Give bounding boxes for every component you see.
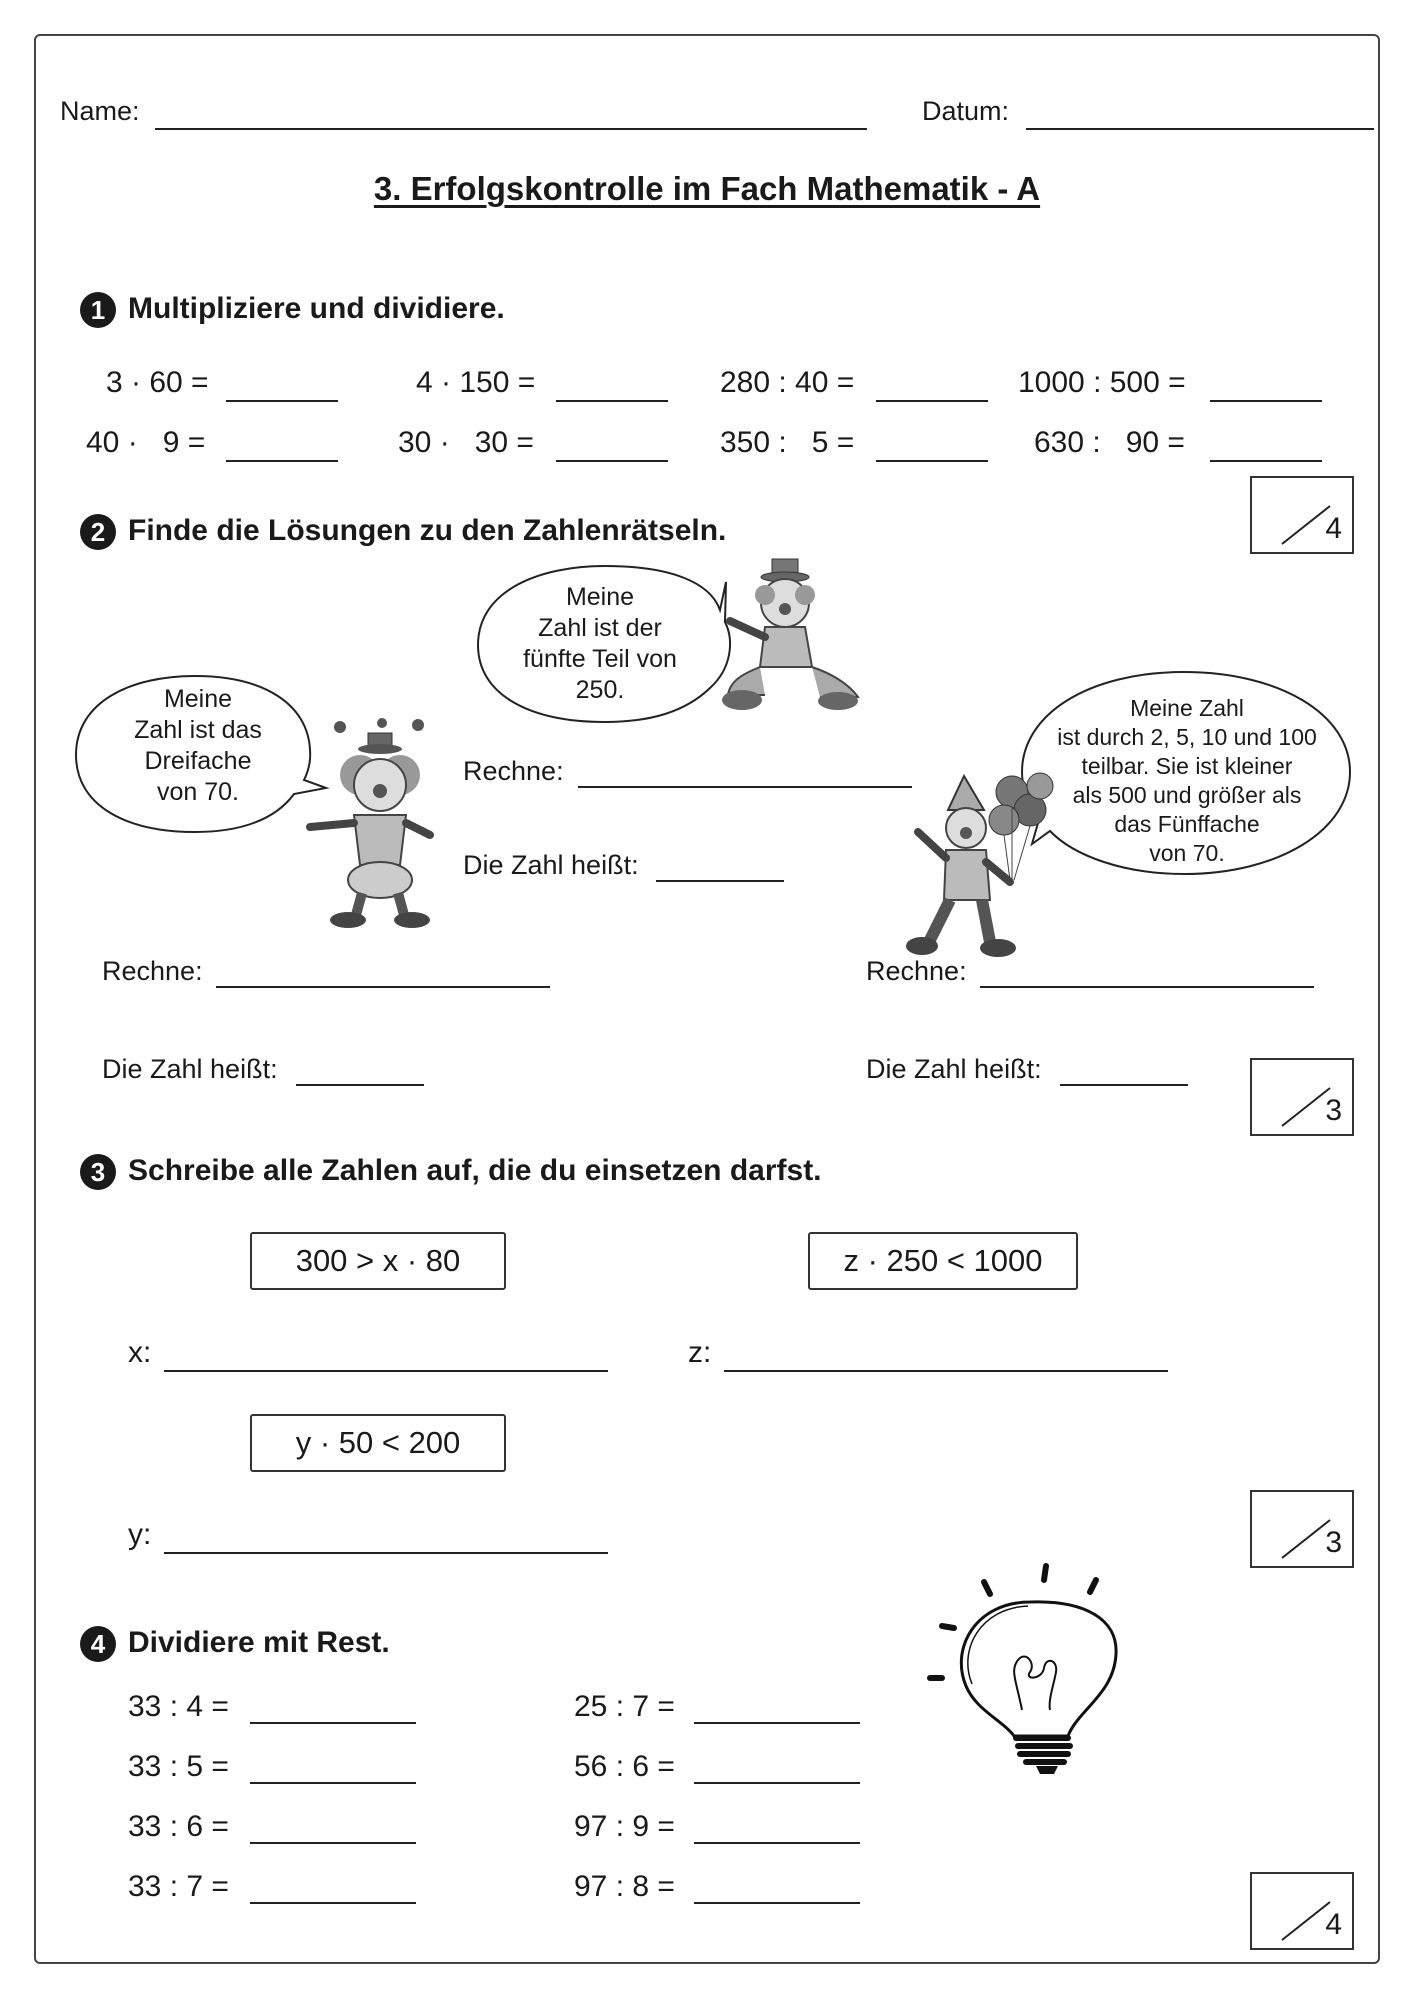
- calc-field[interactable]: [980, 986, 1314, 988]
- bubble-left-text: Meine Zahl ist das Dreifache von 70.: [134, 685, 262, 806]
- answer-line[interactable]: [226, 400, 338, 402]
- z-label: z:: [688, 1336, 712, 1369]
- score-box[interactable]: [1250, 476, 1354, 554]
- task1-heading: Multipliziere und dividiere.: [128, 292, 505, 325]
- task1-expression: 280 : 40 =: [720, 366, 855, 399]
- calc-label: Rechne:: [463, 756, 564, 786]
- x-answer-field[interactable]: [164, 1370, 608, 1372]
- date-label: Datum:: [922, 96, 1010, 126]
- answer-line[interactable]: [250, 1782, 416, 1784]
- task4-expression: 33 : 4 =: [128, 1690, 229, 1723]
- task1-expression: 630 : 90 =: [1034, 426, 1185, 459]
- y-answer-field[interactable]: [164, 1552, 608, 1554]
- answer-line[interactable]: [694, 1722, 860, 1724]
- answer-label: Die Zahl heißt:: [866, 1054, 1042, 1084]
- answer-line[interactable]: [694, 1902, 860, 1904]
- score-max-points: 3: [1325, 1526, 1342, 1559]
- answer-line[interactable]: [876, 460, 988, 462]
- task4-expression: 33 : 6 =: [128, 1810, 229, 1843]
- date-field[interactable]: [1026, 128, 1374, 130]
- task4-heading: Dividiere mit Rest.: [128, 1626, 390, 1659]
- task4-expression: 25 : 7 =: [574, 1690, 675, 1723]
- calc-field[interactable]: [216, 986, 550, 988]
- lightbulb-icon: [918, 1560, 1138, 1780]
- task4-expression: 33 : 5 =: [128, 1750, 229, 1783]
- score-box[interactable]: [1250, 1490, 1354, 1568]
- task1-expression: 40 · 9 =: [86, 426, 206, 459]
- task4-expression: 33 : 7 =: [128, 1870, 229, 1903]
- y-label: y:: [128, 1518, 152, 1551]
- answer-line[interactable]: [694, 1842, 860, 1844]
- calc-label: Rechne:: [866, 956, 967, 986]
- task-number-badge: 1: [80, 292, 116, 328]
- task2-heading: Finde die Lösungen zu den Zahlenrätseln.: [128, 514, 727, 547]
- clown-juggling-icon: [290, 715, 440, 930]
- task4-expression: 97 : 8 =: [574, 1870, 675, 1903]
- answer-field[interactable]: [296, 1084, 424, 1086]
- task4-expression: 97 : 9 =: [574, 1810, 675, 1843]
- answer-line[interactable]: [876, 400, 988, 402]
- answer-field[interactable]: [1060, 1084, 1188, 1086]
- task1-expression: 3 · 60 =: [106, 366, 209, 399]
- answer-line[interactable]: [1210, 400, 1322, 402]
- page-title: 3. Erfolgskontrolle im Fach Mathematik - A: [373, 170, 1041, 207]
- score-max-points: 4: [1325, 512, 1342, 545]
- score-max-points: 4: [1325, 1908, 1342, 1941]
- answer-line[interactable]: [226, 460, 338, 462]
- inequality-box-x: 300 > x · 80: [250, 1232, 506, 1290]
- clown-with-balloons-icon: [900, 770, 1060, 965]
- score-max-points: 3: [1325, 1094, 1342, 1127]
- task3-heading: Schreibe alle Zahlen auf, die du einsetzen darfst.: [128, 1154, 822, 1187]
- score-box[interactable]: [1250, 1058, 1354, 1136]
- task1-expression: 4 · 150 =: [416, 366, 536, 399]
- bubble-right-text: Meine Zahl ist durch 2, 5, 10 und 100 teilbar. Sie ist kleiner als 500 und größer als das Fünffache von 70.: [1057, 695, 1317, 866]
- x-label: x:: [128, 1336, 152, 1369]
- answer-field[interactable]: [656, 880, 784, 882]
- task-number-badge: 3: [80, 1154, 116, 1190]
- answer-line[interactable]: [250, 1722, 416, 1724]
- score-box[interactable]: [1250, 1872, 1354, 1950]
- task1-expression: 350 : 5 =: [720, 426, 855, 459]
- answer-label: Die Zahl heißt:: [463, 850, 639, 880]
- calc-label: Rechne:: [102, 956, 203, 986]
- task1-expression: 1000 : 500 =: [1018, 366, 1186, 399]
- task4-expression: 56 : 6 =: [574, 1750, 675, 1783]
- task1-expression: 30 · 30 =: [398, 426, 534, 459]
- answer-label: Die Zahl heißt:: [102, 1054, 278, 1084]
- task-number-badge: 2: [80, 514, 116, 550]
- answer-line[interactable]: [250, 1902, 416, 1904]
- clown-sitting-pointing-icon: [720, 555, 870, 715]
- name-label: Name:: [60, 96, 140, 126]
- bubble-top-text: Meine Zahl ist der fünfte Teil von 250.: [523, 583, 677, 704]
- inequality-box-y: y · 50 < 200: [250, 1414, 506, 1472]
- z-answer-field[interactable]: [724, 1370, 1168, 1372]
- answer-line[interactable]: [556, 460, 668, 462]
- name-field[interactable]: [155, 128, 867, 130]
- calc-field[interactable]: [578, 786, 912, 788]
- answer-line[interactable]: [1210, 460, 1322, 462]
- answer-line[interactable]: [556, 400, 668, 402]
- inequality-box-z: z · 250 < 1000: [808, 1232, 1078, 1290]
- answer-line[interactable]: [694, 1782, 860, 1784]
- task-number-badge: 4: [80, 1626, 116, 1662]
- answer-line[interactable]: [250, 1842, 416, 1844]
